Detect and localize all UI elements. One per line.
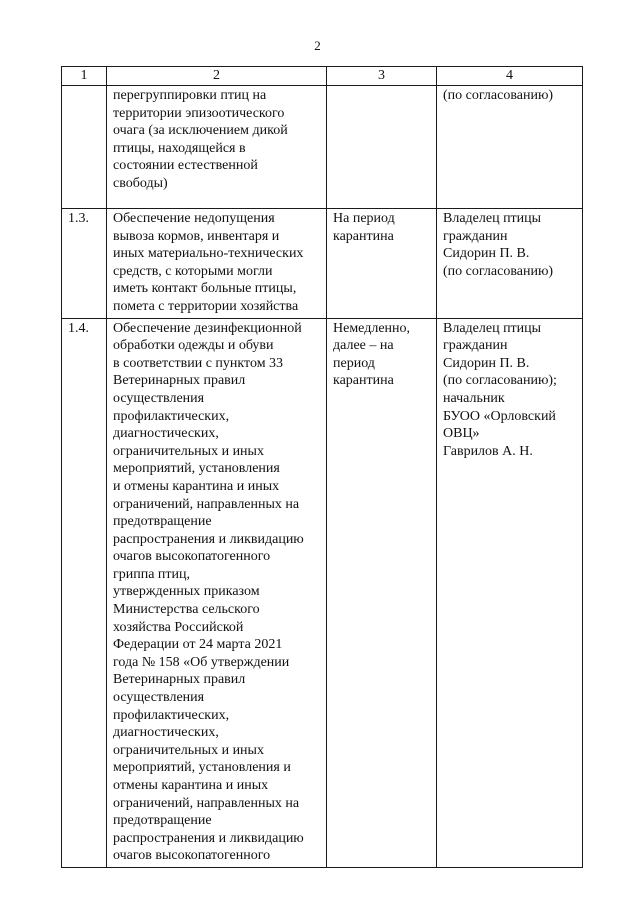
table-row bbox=[62, 86, 583, 209]
row-number: 1.3. bbox=[62, 209, 107, 319]
column-header-4: 4 bbox=[437, 67, 583, 86]
measures-table bbox=[61, 66, 583, 868]
row-measure: перегруппировки птиц на территории эпизоотического очага (за исключением дикой птицы, находящейся в состоянии естественной свободы) bbox=[107, 86, 327, 209]
page-number: 2 bbox=[314, 38, 321, 53]
table-row bbox=[62, 209, 583, 319]
column-header-1: 1 bbox=[62, 67, 107, 86]
row-number: 1.4. bbox=[62, 318, 107, 867]
row-term bbox=[327, 86, 437, 209]
row-number bbox=[62, 86, 107, 209]
row-measure: Обеспечение недопущения вывоза кормов, инвентаря и иных материально-технических средств, с которыми могли иметь контакт больные птицы, помета с территории хозяйства bbox=[107, 209, 327, 319]
column-header-2: 2 bbox=[107, 67, 327, 86]
table-header-row bbox=[62, 67, 583, 86]
row-term: Немедленно, далее – на период карантина bbox=[327, 318, 437, 867]
row-measure: Обеспечение дезинфекционной обработки одежды и обуви в соответствии с пунктом 33 Ветеринарных правил осуществления профилактических, диагностических, ограничительных и иных мероприятий, установления и отмены карантина и иных ограничений, направленных на предотвращение распространения и ликвидацию очагов высокопатогенного гриппа птиц, утвержденных приказом Министерства сельского хозяйства Российской Федерации от 24 марта 2021 года № 158 «Об утверждении Ветеринарных правил осуществления профилактических, диагностических, ограничительных и иных мероприятий, установления и отмены карантина и иных ограничений, направленных на предотвращение распространения и ликвидацию очагов высокопатогенного bbox=[107, 318, 327, 867]
table-row bbox=[62, 318, 583, 867]
row-term: На период карантина bbox=[327, 209, 437, 319]
row-responsible: Владелец птицы гражданин Сидорин П. В. (по согласованию); начальник БУОО «Орловский ОВЦ» Гаврилов А. Н. bbox=[437, 318, 583, 867]
column-header-3: 3 bbox=[327, 67, 437, 86]
row-responsible: Владелец птицы гражданин Сидорин П. В. (по согласованию) bbox=[437, 209, 583, 319]
row-responsible: (по согласованию) bbox=[437, 86, 583, 209]
